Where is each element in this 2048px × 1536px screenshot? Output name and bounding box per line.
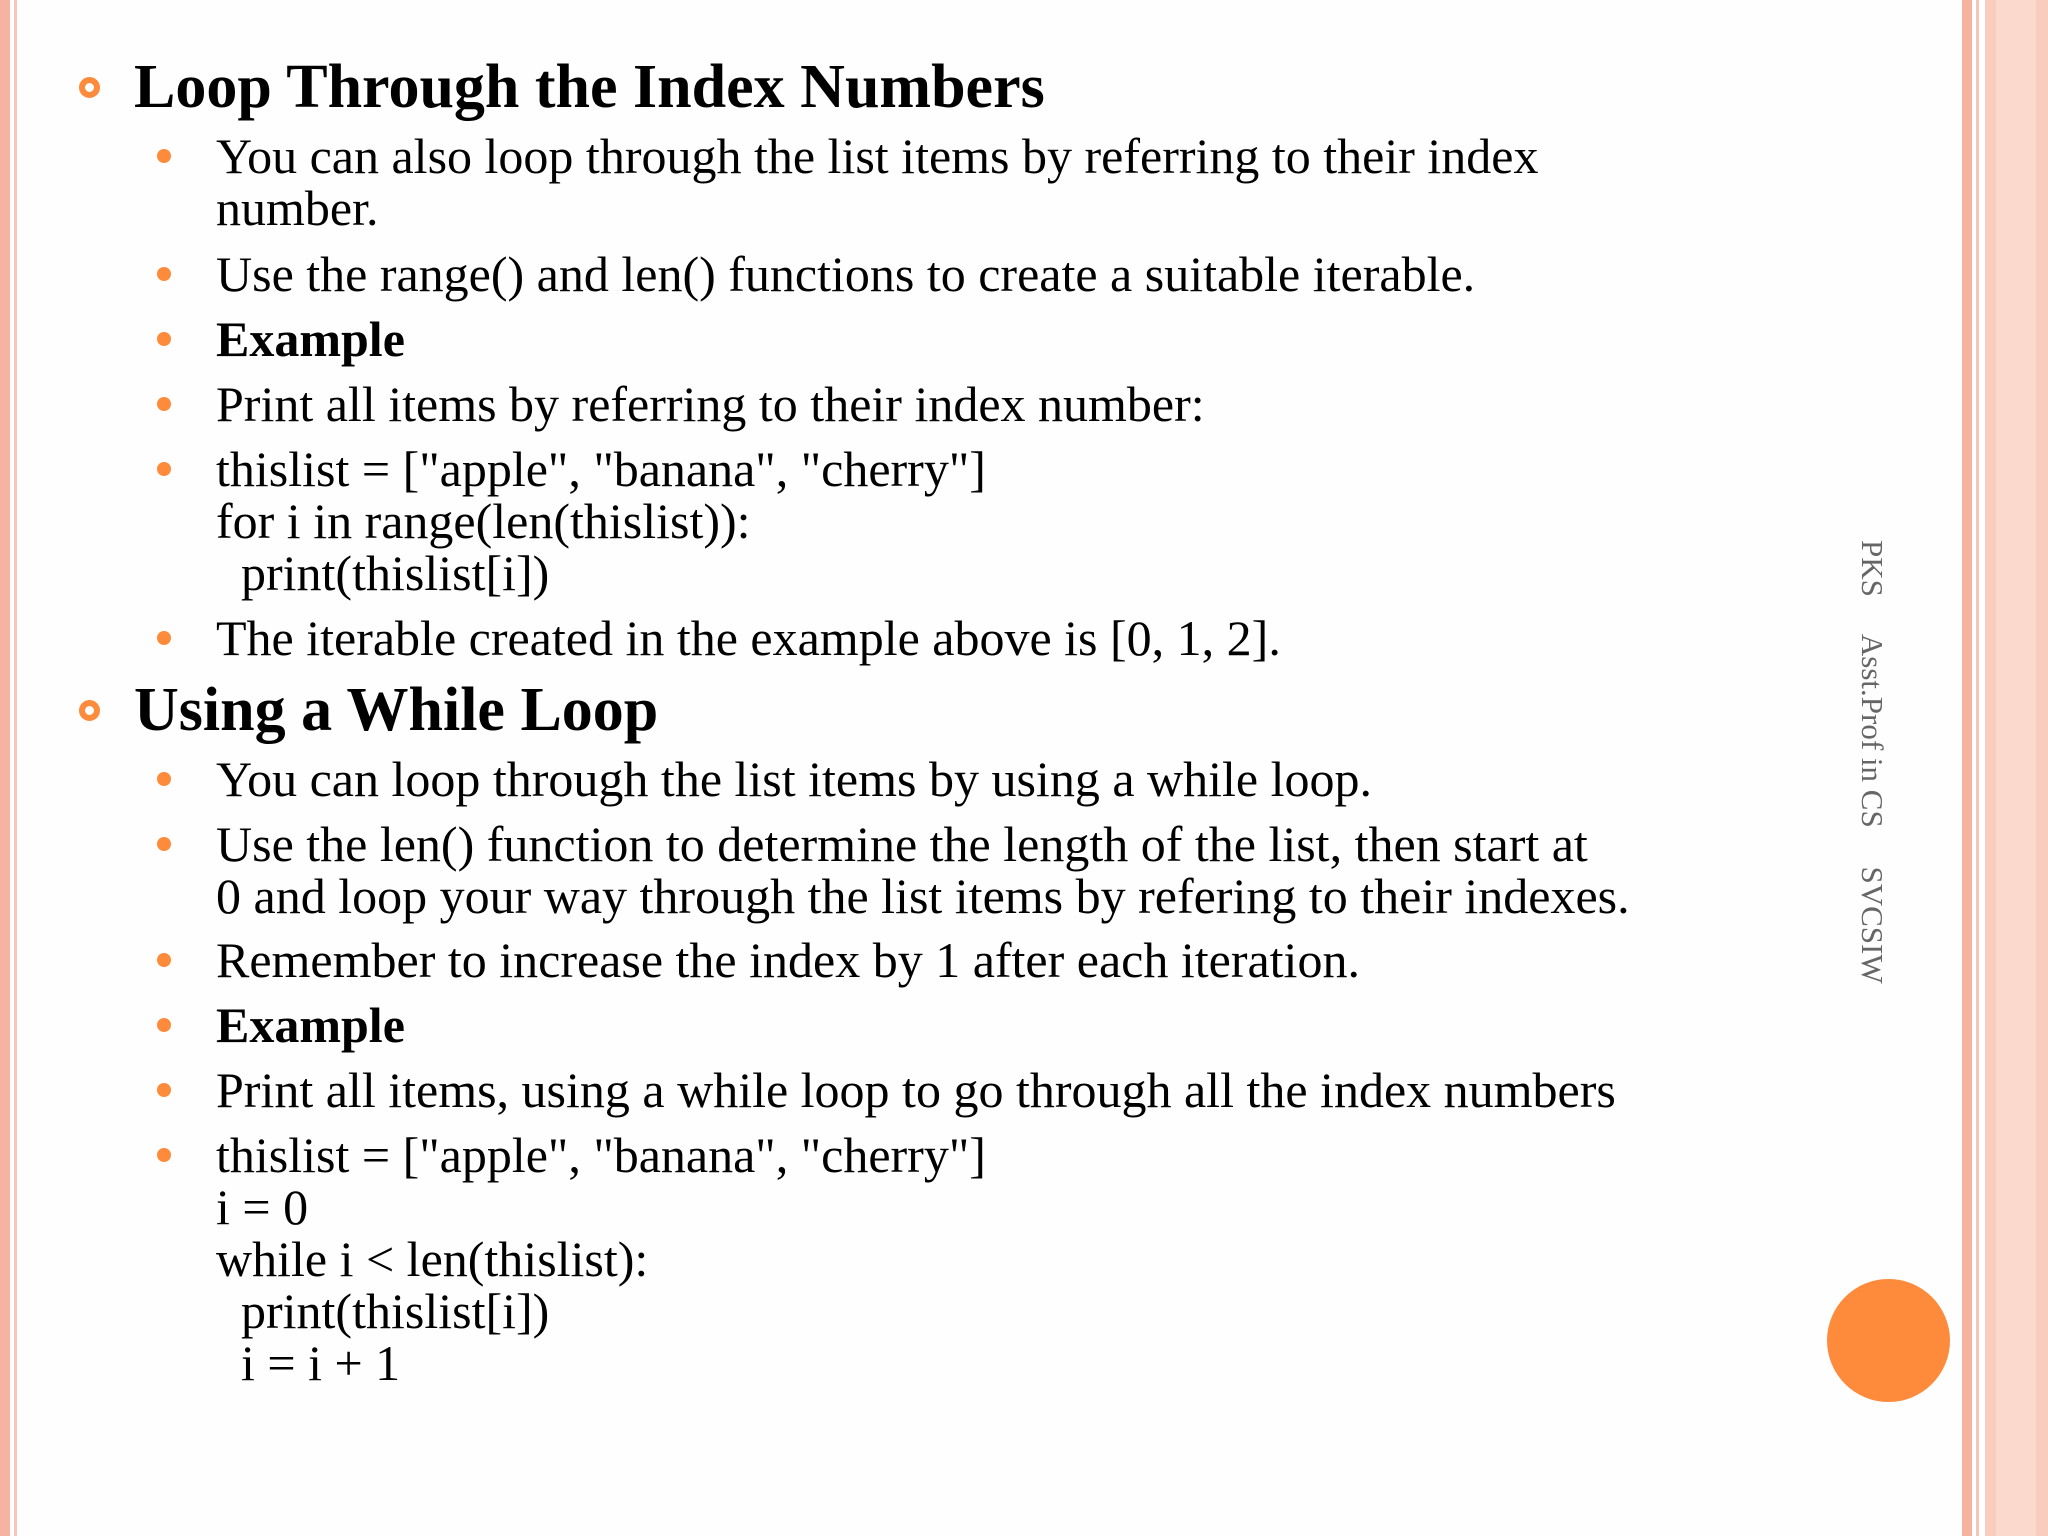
bullet-icon [157,1083,171,1097]
bullet-icon [157,631,171,645]
bullet-text-line: Example [216,311,405,367]
bullet-icon [157,837,171,851]
left-border-inner-stripe [14,0,17,1536]
code-line: thislist = ["apple", "banana", "cherry"] [216,1127,986,1183]
right-border-band-light [1996,0,2036,1536]
bullet-icon [157,953,171,967]
code-line: print(thislist[i]) [216,1283,550,1339]
bullet-text-line: You can loop through the list items by using a while loop. [216,751,1372,807]
bullet-text-line: The iterable created in the example above is [0, 1, 2]. [216,610,1281,666]
code-line: for i in range(len(thislist)): [216,493,751,549]
bullet-text-line: Use the len() function to determine the length of the list, then start at [216,816,1588,872]
bullet-icon [157,462,171,476]
section-bullet-icon [79,77,100,98]
code-line: i = i + 1 [216,1335,401,1391]
bullet-text-line: 0 and loop your way through the list items by refering to their indexes. [216,868,1630,924]
left-border-stripe [0,0,10,1536]
section-bullet-icon [79,700,100,721]
bullet-text-line: Example [216,997,405,1053]
bullet-text-line: number. [216,180,379,236]
right-border-inner-stripe [1976,0,1979,1536]
section-heading: Using a While Loop [134,676,659,744]
code-line: thislist = ["apple", "banana", "cherry"] [216,441,986,497]
bullet-icon [157,332,171,346]
bullet-text-line: Remember to increase the index by 1 after each iteration. [216,932,1360,988]
bullet-text-line: Use the range() and len() functions to create a suitable iterable. [216,246,1476,302]
bullet-icon [157,397,171,411]
code-line: print(thislist[i]) [216,545,550,601]
code-line: while i < len(thislist): [216,1231,649,1287]
bullet-text-line: Print all items, using a while loop to go through all the index numbers [216,1062,1616,1118]
bullet-icon [157,149,171,163]
bullet-icon [157,772,171,786]
bullet-icon [157,1018,171,1032]
bullet-text-line: Print all items by referring to their index number: [216,376,1205,432]
bullet-icon [157,1148,171,1162]
bullet-icon [157,267,171,281]
bullet-text-line: You can also loop through the list items by referring to their index [216,128,1539,184]
side-label: PKS Asst.Prof in CS SVCSIW [1855,540,1890,984]
section-heading: Loop Through the Index Numbers [134,53,1045,121]
right-border-stripe [1962,0,1972,1536]
orange-circle-decoration [1827,1279,1950,1402]
code-line: i = 0 [216,1179,309,1235]
